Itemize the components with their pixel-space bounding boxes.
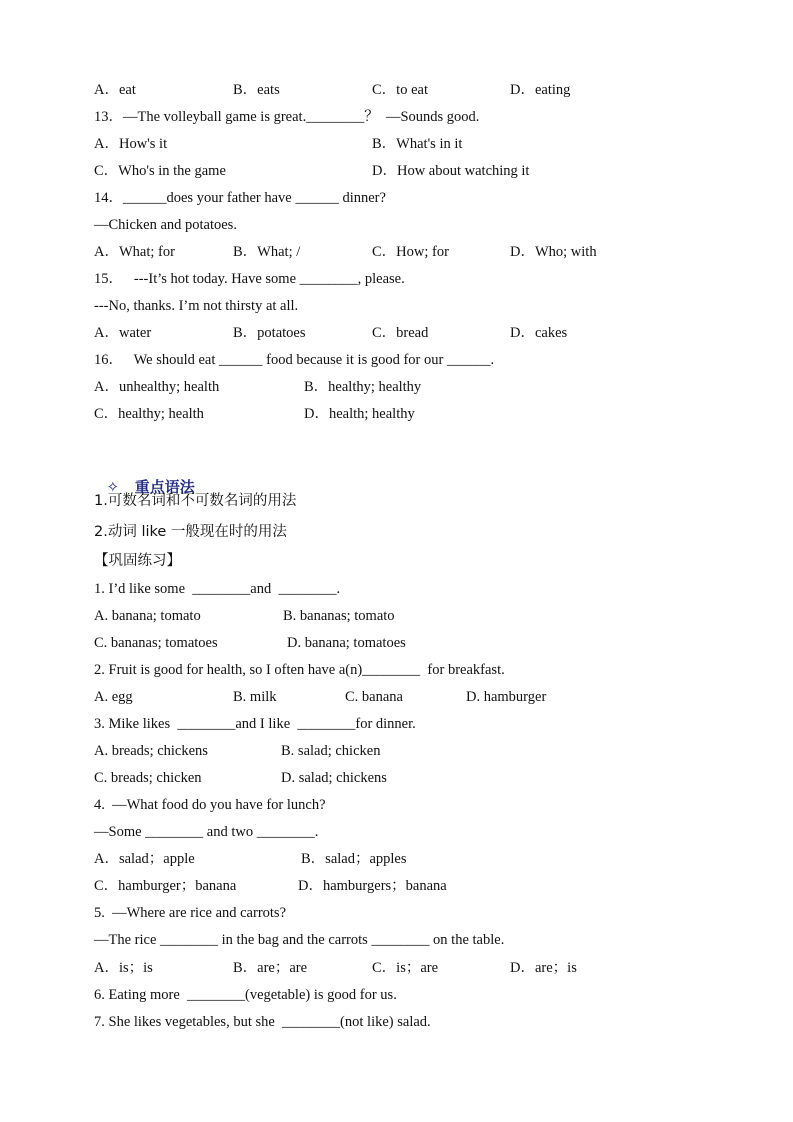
q14-answer-line: —Chicken and potatoes.: [94, 217, 237, 233]
sparkle-icon: ✧: [106, 478, 120, 496]
p5-stem: 5. —Where are rice and carrots?: [94, 905, 287, 921]
q16-option-d[interactable]: D．health; healthy: [304, 406, 415, 422]
q12-option-d[interactable]: D．eating: [510, 82, 571, 98]
p3-stem: 3. Mike likes ________and I like ________for dinner.: [94, 716, 416, 732]
practice-title: 【巩固练习】: [94, 553, 181, 569]
q14-option-d[interactable]: D．Who; with: [510, 244, 597, 260]
q13-stem: 13．—The volleyball game is great.________？ —Sounds good.: [94, 109, 480, 125]
p5-answer-line: —The rice ________ in the bag and the carrots ________ on the table.: [94, 932, 505, 948]
p2-option-c[interactable]: C. banana: [345, 689, 403, 705]
p4-option-c[interactable]: C．hamburger；banana: [94, 878, 237, 894]
p1-option-b[interactable]: B. bananas; tomato: [283, 608, 395, 624]
q12-option-b[interactable]: B．eats: [233, 82, 280, 98]
q13-option-d[interactable]: D．How about watching it: [372, 163, 530, 179]
p2-stem: 2. Fruit is good for health, so I often have a(n)________ for breakfast.: [94, 662, 505, 678]
p2-option-a[interactable]: A. egg: [94, 689, 133, 705]
q15-reply-line: ---No, thanks. I’m not thirsty at all.: [94, 298, 299, 314]
q14-stem: 14．______does your father have ______ dinner?: [94, 190, 386, 206]
grammar-heading: [96, 460, 195, 496]
q13-option-b[interactable]: B．What's in it: [372, 136, 463, 152]
p4-option-d[interactable]: D．hamburgers；banana: [298, 878, 447, 894]
p5-option-b[interactable]: B．are；are: [233, 960, 308, 976]
p3-option-b[interactable]: B. salad; chicken: [281, 743, 381, 759]
p5-option-a[interactable]: A．is；is: [94, 960, 153, 976]
p3-option-a[interactable]: A. breads; chickens: [94, 743, 208, 759]
p4-answer-line: —Some ________ and two ________.: [94, 824, 319, 840]
q12-option-c[interactable]: C．to eat: [372, 82, 428, 98]
q16-stem: 16． We should eat ______ food because it is good for our ______.: [94, 352, 495, 368]
q13-option-c[interactable]: C．Who's in the game: [94, 163, 226, 179]
q16-option-b[interactable]: B．healthy; healthy: [304, 379, 422, 395]
grammar-point-1: 1.可数名词和不可数名词的用法: [94, 493, 297, 509]
q13-option-a[interactable]: A．How's it: [94, 136, 168, 152]
p2-option-d[interactable]: D. hamburger: [466, 689, 547, 705]
p1-stem: 1. I’d like some ________and ________.: [94, 581, 341, 597]
q14-option-b[interactable]: B．What; /: [233, 244, 301, 260]
grammar-point-2: 2.动词 like 一般现在时的用法: [94, 524, 287, 540]
p6-stem: 6. Eating more ________(vegetable) is good for us.: [94, 987, 397, 1003]
p3-option-d[interactable]: D. salad; chickens: [281, 770, 387, 786]
q14-option-a[interactable]: A．What; for: [94, 244, 175, 260]
p3-option-c[interactable]: C. breads; chicken: [94, 770, 202, 786]
p1-option-d[interactable]: D. banana; tomatoes: [287, 635, 406, 651]
q12-option-a[interactable]: A．eat: [94, 82, 136, 98]
p7-stem: 7. She likes vegetables, but she ________(not like) salad.: [94, 1014, 431, 1030]
p1-option-c[interactable]: C. bananas; tomatoes: [94, 635, 218, 651]
q16-option-c[interactable]: C．healthy; health: [94, 406, 204, 422]
q15-option-b[interactable]: B．potatoes: [233, 325, 306, 341]
q16-option-a[interactable]: A．unhealthy; health: [94, 379, 220, 395]
q15-option-c[interactable]: C．bread: [372, 325, 429, 341]
p4-stem: 4. —What food do you have for lunch?: [94, 797, 326, 813]
p5-option-d[interactable]: D．are；is: [510, 960, 577, 976]
q15-option-a[interactable]: A．water: [94, 325, 152, 341]
grammar-title: 重点语法: [134, 478, 195, 496]
p4-option-b[interactable]: B．salad；apples: [301, 851, 407, 867]
p2-option-b[interactable]: B. milk: [233, 689, 277, 705]
p1-option-a[interactable]: A. banana; tomato: [94, 608, 201, 624]
q14-option-c[interactable]: C．How; for: [372, 244, 449, 260]
q15-stem: 15． ---It’s hot today. Have some ________, please.: [94, 271, 405, 287]
p4-option-a[interactable]: A．salad；apple: [94, 851, 195, 867]
p5-option-c[interactable]: C．is；are: [372, 960, 439, 976]
q15-option-d[interactable]: D．cakes: [510, 325, 568, 341]
